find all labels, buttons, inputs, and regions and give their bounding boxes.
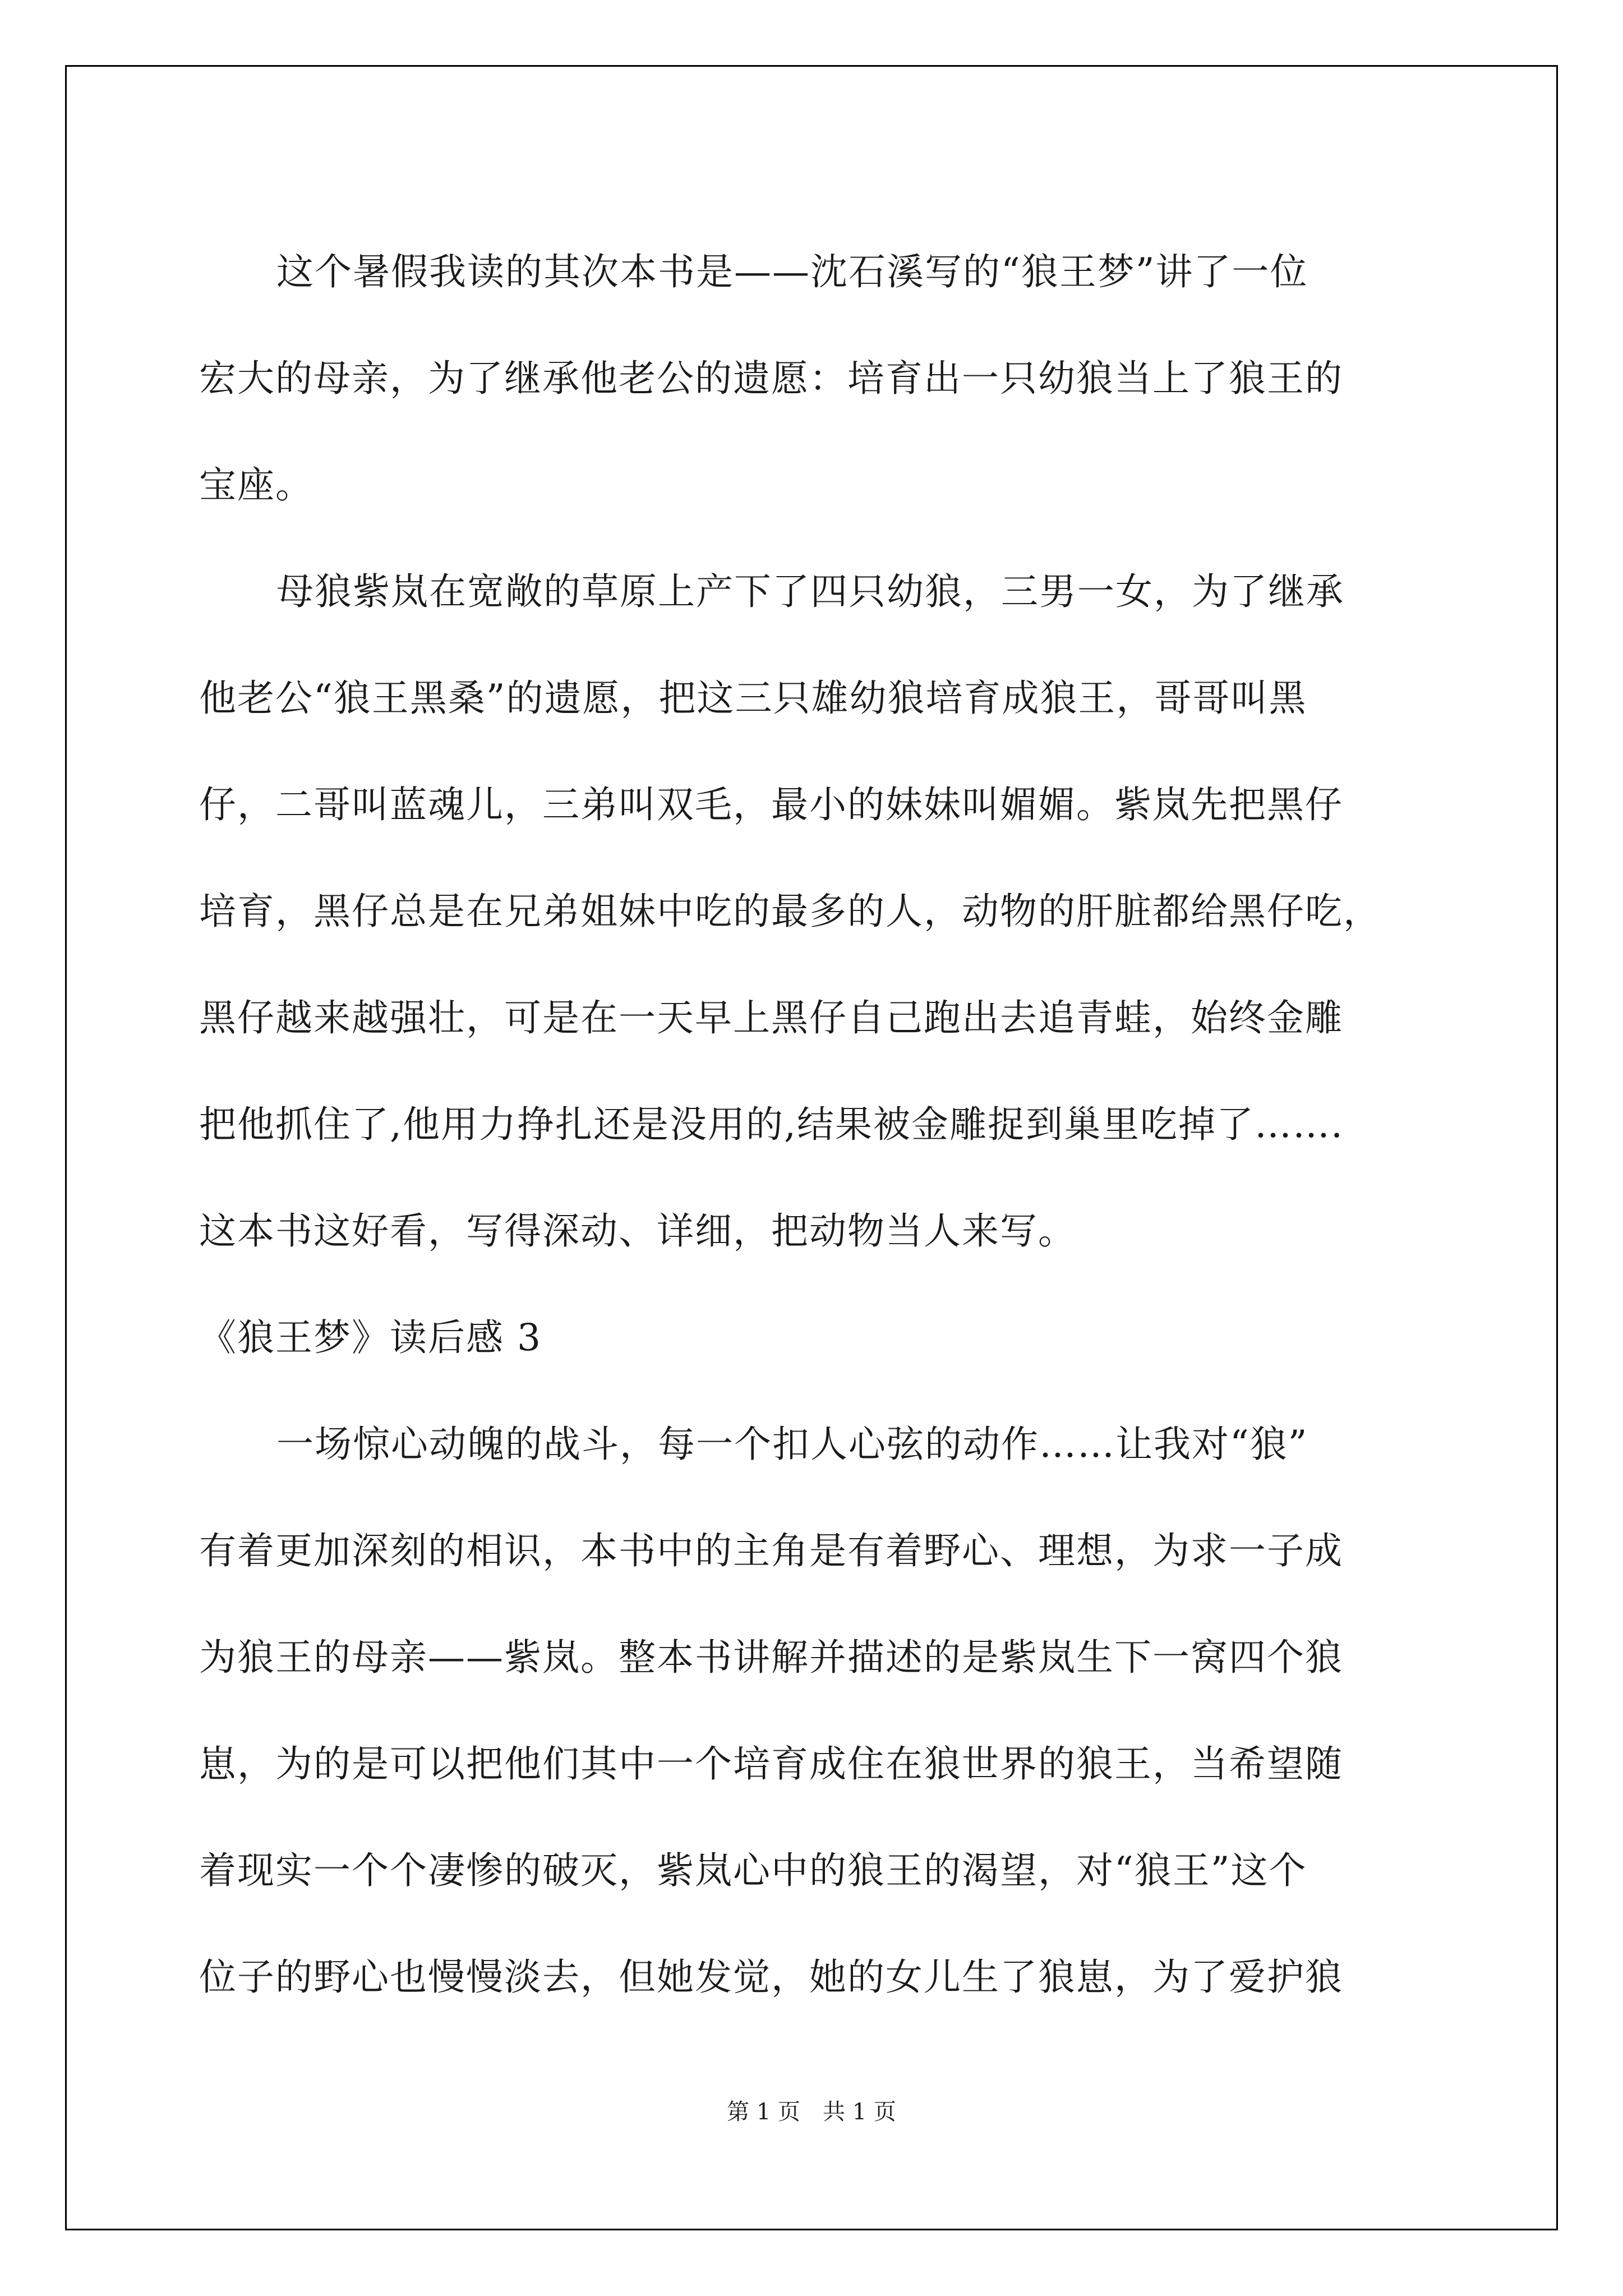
paragraph-3-line-2: 有着更加深刻的相识，本书中的主角是有着野心、理想，为求一子成 xyxy=(199,1529,1343,1572)
paragraph-2-line-4: 培育，黑仔总是在兄弟姐妹中吃的最多的人，动物的肝脏都给黑仔吃， xyxy=(199,890,1381,933)
paragraph-2-line-7: 这本书这好看，写得深动、详细，把动物当人来写。 xyxy=(199,1209,1076,1253)
paragraph-3-line-6: 位子的野心也慢慢淡去，但她发觉，她的女儿生了狼崽，为了爱护狼 xyxy=(199,1955,1343,1999)
paragraph-3-line-3: 为狼王的母亲——紫岚。整本书讲解并描述的是紫岚生下一窝四个狼 xyxy=(199,1636,1343,1679)
paragraph-1-line-3: 宝座。 xyxy=(199,463,313,507)
section-heading: 《狼王梦》读后感 3 xyxy=(199,1316,542,1359)
page-footer: 第 1 页 共 1 页 xyxy=(727,2099,896,2125)
paragraph-2-line-2: 他老公“狼王黑桑”的遗愿，把这三只雄幼狼培育成狼王，哥哥叫黑 xyxy=(199,677,1307,720)
paragraph-3-line-1: 一场惊心动魄的战斗，每一个扣人心弦的动作……让我对“狼” xyxy=(276,1423,1308,1466)
paragraph-2-line-3: 仔，二哥叫蓝魂儿，三弟叫双毛，最小的妹妹叫媚媚。紫岚先把黑仔 xyxy=(199,783,1343,826)
paragraph-2-line-5: 黑仔越来越强壮，可是在一天早上黑仔自己跑出去追青蛙，始终金雕 xyxy=(199,996,1343,1039)
paragraph-2-line-6: 把他抓住了,他用力挣扎还是没用的,结果被金雕捉到巢里吃掉了……. xyxy=(199,1103,1344,1146)
paragraph-1-line-1: 这个暑假我读的其次本书是——沈石溪写的“狼王梦”讲了一位 xyxy=(276,250,1308,293)
paragraph-3-line-4: 崽，为的是可以把他们其中一个培育成住在狼世界的狼王，当希望随 xyxy=(199,1742,1343,1786)
paragraph-1-line-2: 宏大的母亲，为了继承他老公的遗愿：培育出一只幼狼当上了狼王的 xyxy=(199,357,1343,400)
paragraph-2-line-1: 母狼紫岚在宽敞的草原上产下了四只幼狼，三男一女，为了继承 xyxy=(276,570,1344,613)
document-body xyxy=(199,219,1467,2031)
paragraph-3-line-5: 着现实一个个凄惨的破灭，紫岚心中的狼王的渴望，对“狼王”这个 xyxy=(199,1849,1307,1892)
